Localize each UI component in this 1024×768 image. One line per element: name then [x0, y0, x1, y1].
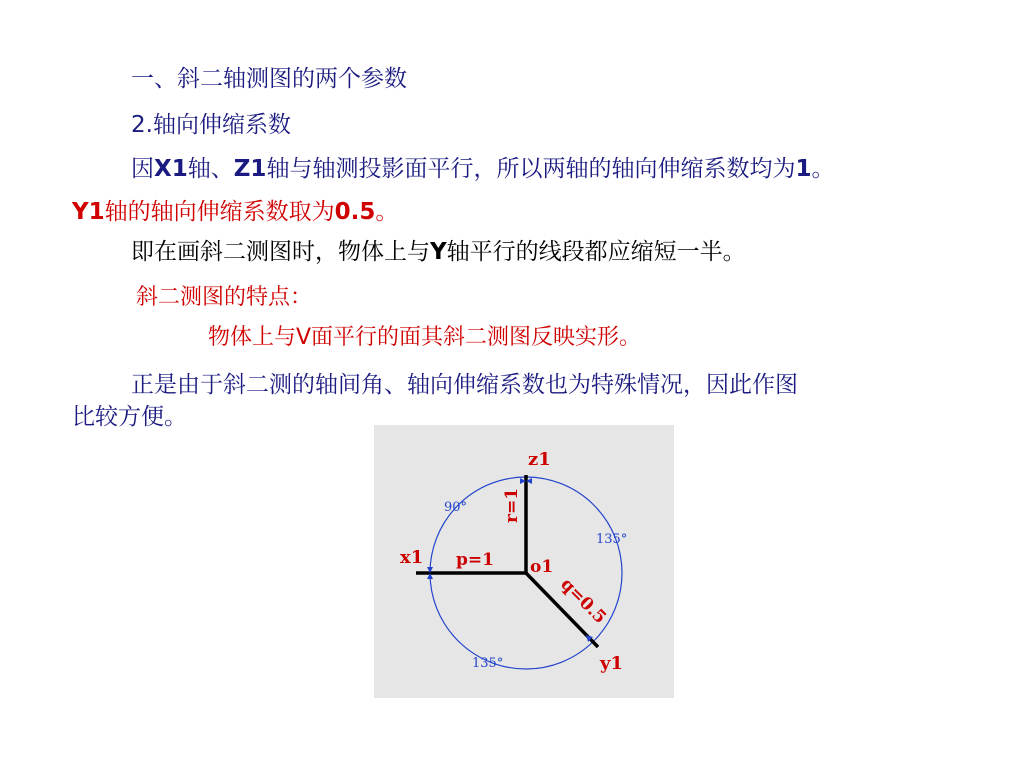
para1-one: 1 — [795, 156, 812, 182]
para3-text-b: 轴平行的线段都应缩短一半。 — [446, 239, 746, 265]
para1-text-c: 轴与轴测投影面平行，所以两轴的轴向伸缩系数均为 — [266, 156, 796, 182]
para4-line2-text: 比较方便。 — [72, 404, 187, 430]
para2-period: 。 — [375, 199, 399, 225]
label-angle-90: 90° — [444, 500, 468, 515]
feature-title-text: 斜二测图的特点： — [136, 285, 313, 310]
feature-title — [136, 283, 312, 313]
feature-text — [208, 323, 641, 353]
section-heading — [131, 64, 407, 94]
label-p: p=1 — [456, 550, 494, 570]
para1-text-b: 轴、 — [187, 156, 234, 182]
paragraph-x1-z1 — [131, 154, 834, 184]
label-z1: z1 — [528, 449, 551, 470]
label-o1: o1 — [530, 557, 554, 577]
label-angle-135-bottom: 135° — [472, 656, 504, 671]
axonometric-diagram — [374, 425, 674, 698]
para2-value: 0.5 — [334, 199, 376, 225]
label-y1: y1 — [600, 653, 623, 674]
para1-x1: X1 — [154, 156, 188, 182]
axonometric-figure — [374, 425, 674, 698]
section-heading-text: 一、斜二轴测图的两个参数 — [131, 66, 407, 92]
paragraph-conclusion-line2 — [72, 402, 187, 432]
paragraph-y1 — [72, 197, 398, 227]
label-x1: x1 — [400, 547, 424, 568]
feature-text-content: 物体上与V面平行的面其斜二测图反映实形。 — [208, 325, 642, 350]
para1-period: 。 — [811, 156, 835, 182]
para3-text-a: 即在画斜二测图时，物体上与 — [131, 239, 430, 265]
label-q: q=0.5 — [556, 574, 611, 628]
para1-z1: Z1 — [233, 156, 267, 182]
para3-y: Y — [430, 239, 447, 265]
para1-text-a: 因 — [131, 156, 154, 182]
label-r: r=1 — [502, 487, 522, 523]
para2-y1: Y1 — [72, 199, 105, 225]
subsection-heading-text: 2.轴向伸缩系数 — [131, 112, 291, 138]
label-angle-135-right: 135° — [596, 532, 628, 547]
para2-text: 轴的轴向伸缩系数取为 — [104, 199, 335, 225]
paragraph-shorten — [131, 237, 746, 267]
paragraph-conclusion-line1 — [131, 370, 798, 400]
para4-line1-text: 正是由于斜二测的轴间角、轴向伸缩系数也为特殊情况，因此作图 — [131, 372, 798, 398]
subsection-heading — [131, 110, 291, 140]
